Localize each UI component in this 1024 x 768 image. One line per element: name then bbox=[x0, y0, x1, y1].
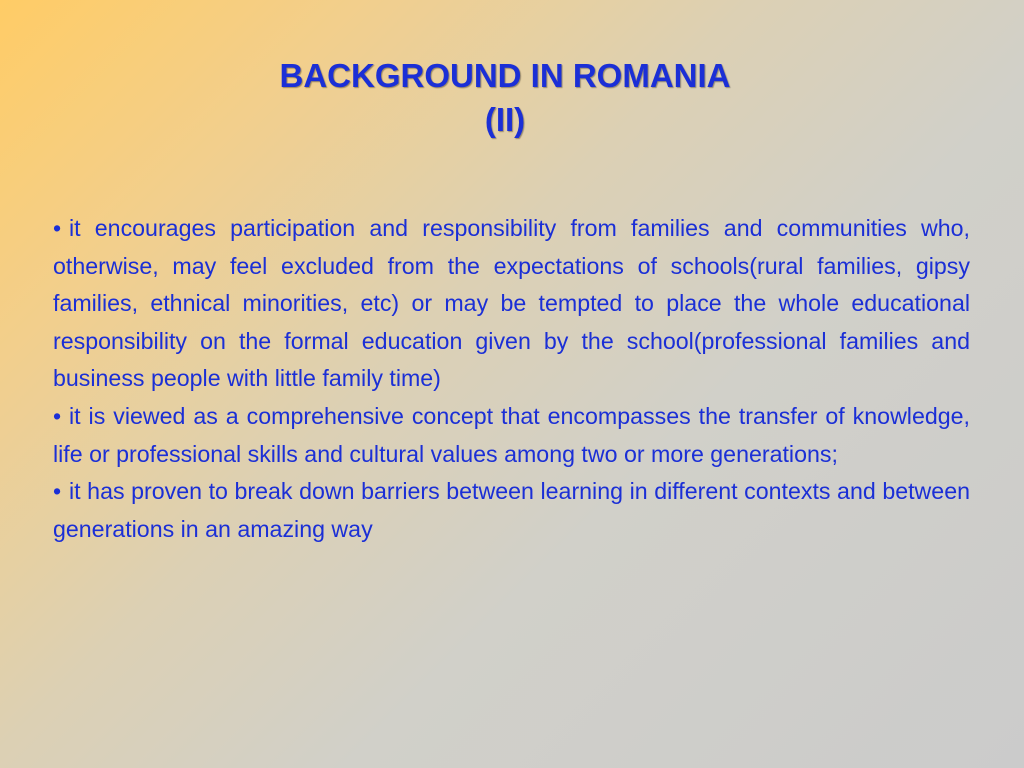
bullet-marker: • bbox=[53, 402, 62, 429]
bullet-item bbox=[53, 473, 970, 548]
bullet-item bbox=[53, 210, 970, 398]
bullet-list bbox=[53, 210, 970, 548]
bullet-marker: • bbox=[53, 478, 62, 505]
bullet-marker: • bbox=[53, 215, 62, 241]
bullet-text: it is viewed as a comprehensive concept that encompasses the transfer of knowledge, life or professional skills and cultural values among two or more generations; bbox=[53, 402, 970, 467]
title-line-1: BACKGROUND IN ROMANIA bbox=[279, 57, 731, 94]
bullet-text: it has proven to break down barriers between learning in different contexts and between generations in an amazing way bbox=[53, 478, 970, 542]
slide-title bbox=[0, 54, 1010, 142]
bullet-item bbox=[53, 398, 970, 473]
bullet-text: it encourages participation and responsibility from families and communities who, otherwise, may feel excluded from the expectations of schools(rural families, gipsy families, ethnical minorities, etc) or may be tempted to place the whole educational responsibility on the formal education given by the school(professional families and business people with little family time) bbox=[53, 215, 970, 392]
title-line-2: (II) bbox=[484, 101, 526, 138]
